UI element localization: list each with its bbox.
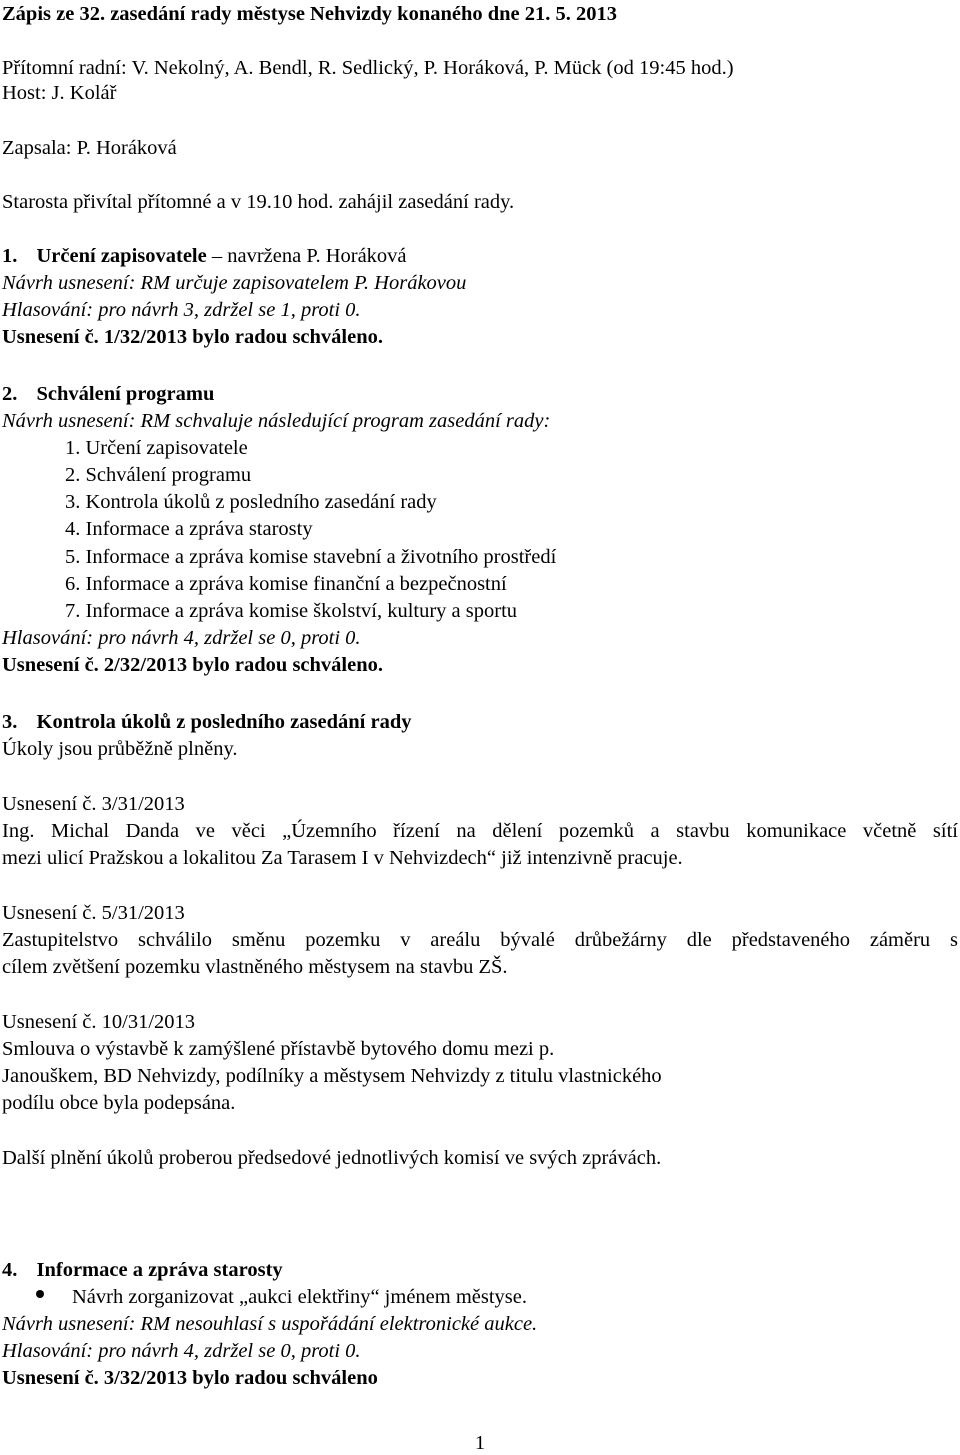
resolution-5-31-text-line2: cílem zvětšení pozemku vlastněného městysem na stavbu ZŠ. xyxy=(2,956,508,978)
recorder-line: Zapsala: P. Horáková xyxy=(2,137,177,159)
section-2-proposal: Návrh usnesení: RM schvaluje následující program zasedání rady: xyxy=(2,410,551,432)
document-title: Zápis ze 32. zasedání rady městyse Nehvizdy konaného dne 21. 5. 2013 xyxy=(2,3,618,25)
section-3-closing: Další plnění úkolů proberou předsedové jednotlivých komisí ve svých zprávách. xyxy=(2,1147,662,1169)
section-2-heading xyxy=(2,382,214,406)
program-item: 3. Kontrola úkolů z posledního zasedání rady xyxy=(65,491,437,513)
program-item: 4. Informace a zpráva starosty xyxy=(65,518,313,540)
section-4-number: 4. xyxy=(2,1259,18,1281)
section-4-heading xyxy=(2,1258,283,1282)
resolution-10-31-text-line3: podílu obce byla podepsána. xyxy=(2,1092,236,1114)
page-number: 1 xyxy=(474,1432,486,1454)
program-item: 7. Informace a zpráva komise školství, kultury a sportu xyxy=(65,600,518,622)
section-4-title: Informace a zpráva starosty xyxy=(36,1259,283,1281)
program-item: 1. Určení zapisovatele xyxy=(65,437,248,459)
opening-line: Starosta přivítal přítomné a v 19.10 hod. zahájil zasedání rady. xyxy=(2,191,515,213)
section-1-number: 1. xyxy=(2,245,18,267)
resolution-3-31-label: Usnesení č. 3/31/2013 xyxy=(2,793,185,815)
section-2-resolution: Usnesení č. 2/32/2013 bylo radou schváleno. xyxy=(2,654,383,676)
program-item: 5. Informace a zpráva komise stavební a životního prostředí xyxy=(65,546,557,568)
guest-line: Host: J. Kolář xyxy=(2,82,117,104)
resolution-3-31-text-line2: mezi ulicí Pražskou a lokalitou Za Tarasem I v Nehvizdech“ již intenzivně pracuje. xyxy=(2,847,683,869)
resolution-5-31-text-line1: Zastupitelstvo schválilo směnu pozemku v areálu bývalé drůbežárny dle představeného záměru s xyxy=(2,929,958,951)
section-4-vote: Hlasování: pro návrh 4, zdržel se 0, proti 0. xyxy=(2,1340,361,1362)
resolution-10-31-text-line2: Janouškem, BD Nehvizdy, podílníky a městysem Nehvizdy z titulu vlastnického xyxy=(2,1065,662,1087)
section-3-heading xyxy=(2,710,411,734)
section-3-number: 3. xyxy=(2,711,18,733)
program-item: 6. Informace a zpráva komise finanční a bezpečnostní xyxy=(65,573,507,595)
bullet-dot-icon xyxy=(36,1290,44,1298)
section-1-heading xyxy=(2,244,407,268)
section-2-vote: Hlasování: pro návrh 4, zdržel se 0, proti 0. xyxy=(2,627,361,649)
resolution-5-31-label: Usnesení č. 5/31/2013 xyxy=(2,902,185,924)
section-3-status: Úkoly jsou průběžně plněny. xyxy=(2,738,238,760)
section-1-vote: Hlasování: pro návrh 3, zdržel se 1, proti 0. xyxy=(2,299,361,321)
section-1-resolution: Usnesení č. 1/32/2013 bylo radou schváleno. xyxy=(2,326,383,348)
section-1-title: Určení zapisovatele xyxy=(36,245,207,267)
section-4-bullet-item: Návrh zorganizovat „aukci elektřiny“ jménem městyse. xyxy=(72,1286,528,1308)
section-2-number: 2. xyxy=(2,383,18,405)
section-3-title: Kontrola úkolů z posledního zasedání rady xyxy=(36,711,412,733)
section-1-proposal: Návrh usnesení: RM určuje zapisovatelem P. Horákovou xyxy=(2,272,467,294)
section-2-title: Schválení programu xyxy=(36,383,215,405)
section-4-proposal: Návrh usnesení: RM nesouhlasí s uspořádání elektronické aukce. xyxy=(2,1313,538,1335)
section-1-suffix: – navržena P. Horáková xyxy=(206,245,407,267)
resolution-10-31-label: Usnesení č. 10/31/2013 xyxy=(2,1011,196,1033)
resolution-3-31-text-line1: Ing. Michal Danda ve věci „Územního řízení na dělení pozemků a stavbu komunikace včetně sítí xyxy=(2,820,958,842)
program-item: 2. Schválení programu xyxy=(65,464,252,486)
section-4-resolution: Usnesení č. 3/32/2013 bylo radou schváleno xyxy=(2,1367,378,1389)
attendees-line: Přítomní radní: V. Nekolný, A. Bendl, R. Sedlický, P. Horáková, P. Mück (od 19:45 hod.) xyxy=(2,57,734,79)
resolution-10-31-text-line1: Smlouva o výstavbě k zamýšlené přístavbě bytového domu mezi p. xyxy=(2,1038,555,1060)
